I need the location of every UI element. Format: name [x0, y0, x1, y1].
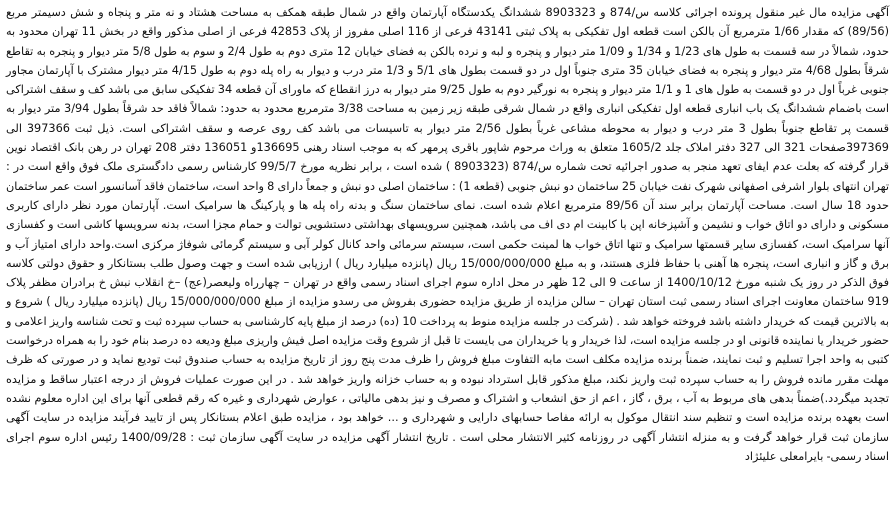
auction-notice-body: آگهی مزایده مال غیر منقول پرونده اجرائی کلاسه س/874 و 8903323 ششدانگ یکدستگاه آپارتمان واقع در شمال طبقه همکف به مساحت هشتاد و نه متر و پنجاه و شش دسیمتر مربع (89/56) که مقدار 1/66 مترمربع آن بالکن است قطعه اول تفکیکی به پلاک ثبتی 43141 فرعی از 116 اصلی مفروز از پلاک 42853 فرعی از اصلی مذکور واقع در بخش 11 تهران محدود به حدود، شمالاً در سه قسمت به طول های 1/23 و 1/34 و 1/09 متر دیوار و پنجره و لبه و نرده بالکن به فضای خیابان 12 متری دوم به طول 2/4 و سوم به طول 5/8 متر دیوار و پنجره به تقاطع شرقاً بطول 4/68 متر دیوار و پنجره به فضای خیابان 35 متری جنوباً اول در دو قسمت بطول های 5/1 و 1/3 متر درب و دیوار به راه پله دوم به طول 4/15 متر دیوار مشترک با آپارتمان مجاور جنوبی غرباً اول در دو قسمت به طول های 1 و 1/1 متر دیوار و پنجره به نورگیر دوم به طول 9/25 متر دیوار به درز انقطاع که ماورای آن قطعه 34 تفکیکی سابق می باشد کف و سقف اشتراکی است باضمام ششدانگ یک باب انباری قطعه اول تفکیکی انباری واقع در شمال شرقی طبقه زیر زمین به مساحت 3/38 مترمربع محدود به حدود: شمالاً فاقد حد شرقاً بطول 3/94 متر دیوار به قسمت پر تقاطع جنوباً بطول 3 متر درب و دیوار به محوطه مشاعی غرباً بطول 2/56 متر دیوار به تاسیسات می باشد کف روی عرصه و سقف اشتراکی است. ذیل ثبت 397366 الی 397369صفحات 321 الی 327 دفتر املاک جلد 1605/2 متعلق به وراث مرحوم شاپور باقری پرمهر که به موجب اسناد رهنی 136695و 136051 دفتر 208 تهران در رهن بانک اقتصاد نوین قرار گرفته که بعلت عدم ایفای تعهد منجر به صدور اجرائیه تحت شماره س/874 (8903323 ) شده است ، برابر نظریه مورخ 99/5/7 کارشناس رسمی دادگستری ملک فوق واقع است در : تهران انتهای بلوار اشرفی اصفهانی شهرک نفت خیابان 25 ساختمان دو نبش جنوبی (قطعه 1) : ساختمان اصلی دو نبش و جمعاً دارای 8 واحد است، ساختمان فاقد آسانسور است عمر ساختمان حدود 18 سال است. مساحت آپارتمان برابر سند آن 89/56 مترمربع اعلام شده است. نمای ساختمان سنگ و بدنه راه پله ها و پارکینگ ها سرامیک است. آپارتمان مورد نظر دارای کاربری مسکونی و دارای دو اتاق خواب و نشیمن و آشپزخانه اپن با کابینت ام دی اف می باشد، همچنین سرویسهای بهداشتی دستشویی توالت و حمام مجزا است، بدنه سرویسها کاشی است و کفسازی آنها سرامیک است، کفسازی سایر قسمتها سرامیک و تنها اتاق خواب ها لمینت حکمی است، سیستم سرمائی واحد کانال کولر آبی و سیستم گرمائی شوفاژ مرکزی است.واحد دارای امتیاز آب و برق و گاز و انباری است، پنجره ها آهنی با حفاظ فلزی هستند، و به مبلغ 15/000/000/000 ریال (پانزده میلیارد ریال ) ارزیابی شده است و جهت وصول طلب بستانکار و حقوق دولتی کلاسه فوق الذکر در روز یک شنبه مورخ 1400/10/12 از ساعت 9 الی 12 ظهر در محل اداره سوم اجرای اسناد رسمی واقع در تهران – چهارراه ولیعصر(عج) –خ انقلاب نبش خ برادران مظفر پلاک 919 ساختمان معاونت اجرای اسناد رسمی ثبت استان تهران – سالن مزایده از طریق مزایده حضوری بفروش می رسدو مزایده از مبلغ 15/000/000/000 ریال (پانزده میلیارد ریال ) شروع و به بالاترین قیمت که خریدار داشته باشد فروخته خواهد شد . (شرکت در جلسه مزایده منوط به پرداخت 10 (ده) درصد از مبلغ پایه کارشناسی به حساب سپرده ثبت و تحت شناسه واریز اعلامی و حضور خریدار یا نماینده قانونی او در جلسه مزایده است، لذا خریدار و یا خریداران می بایست تا قبل از شروع وقت مزایده اصل فیش واریزی مبلغ ودیعه ده درصد بنام خود را به همراه درخواست کتبی به واحد اجرا تسلیم و ثبت نمایند، ضمناً برنده مزایده مکلف است مابه التفاوت مبلغ فروش را ظرف مدت پنج روز از تاریخ مزایده به حساب صندوق ثبت تودیع نماید و در صورتی که ظرف مهلت مقرر مانده فروش را به حساب سپرده ثبت واریز نکند، مبلغ مذکور قابل استرداد نبوده و به حساب خزانه واریز خواهد شد . در این صورت عملیات فروش از درجه اعتبار ساقط و مزایده تجدید میگردد.)ضمناً بدهی های مربوط به آب ، برق ، گاز ، اعم از حق انشعاب و اشتراک و مصرف و نیز بدهی مالیاتی ، عوارض شهرداری و غیره که رقم قطعی آنها برای این اداره معلوم نشده است بعهده برنده مزایده است و تنظیم سند انتقال موکول به ارائه مفاصا حسابهای دارایی و شهرداری و ... خواهد بود ، مزایده طبق اعلام بستانکار پس از تایید فرآیند مزایده در سایت آگهی سازمان ثبت قرار خواهد گرفت و به منزله انتشار آگهی در روزنامه کثیر الانتشار محلی است . تاریخ انتشار آگهی مزایده در سایت آگهی سازمان ثبت : 1400/09/28 رئیس اداره سوم اجرای اسناد رسمی- بایرامعلی علیئژاد — [6, 6, 890, 463]
